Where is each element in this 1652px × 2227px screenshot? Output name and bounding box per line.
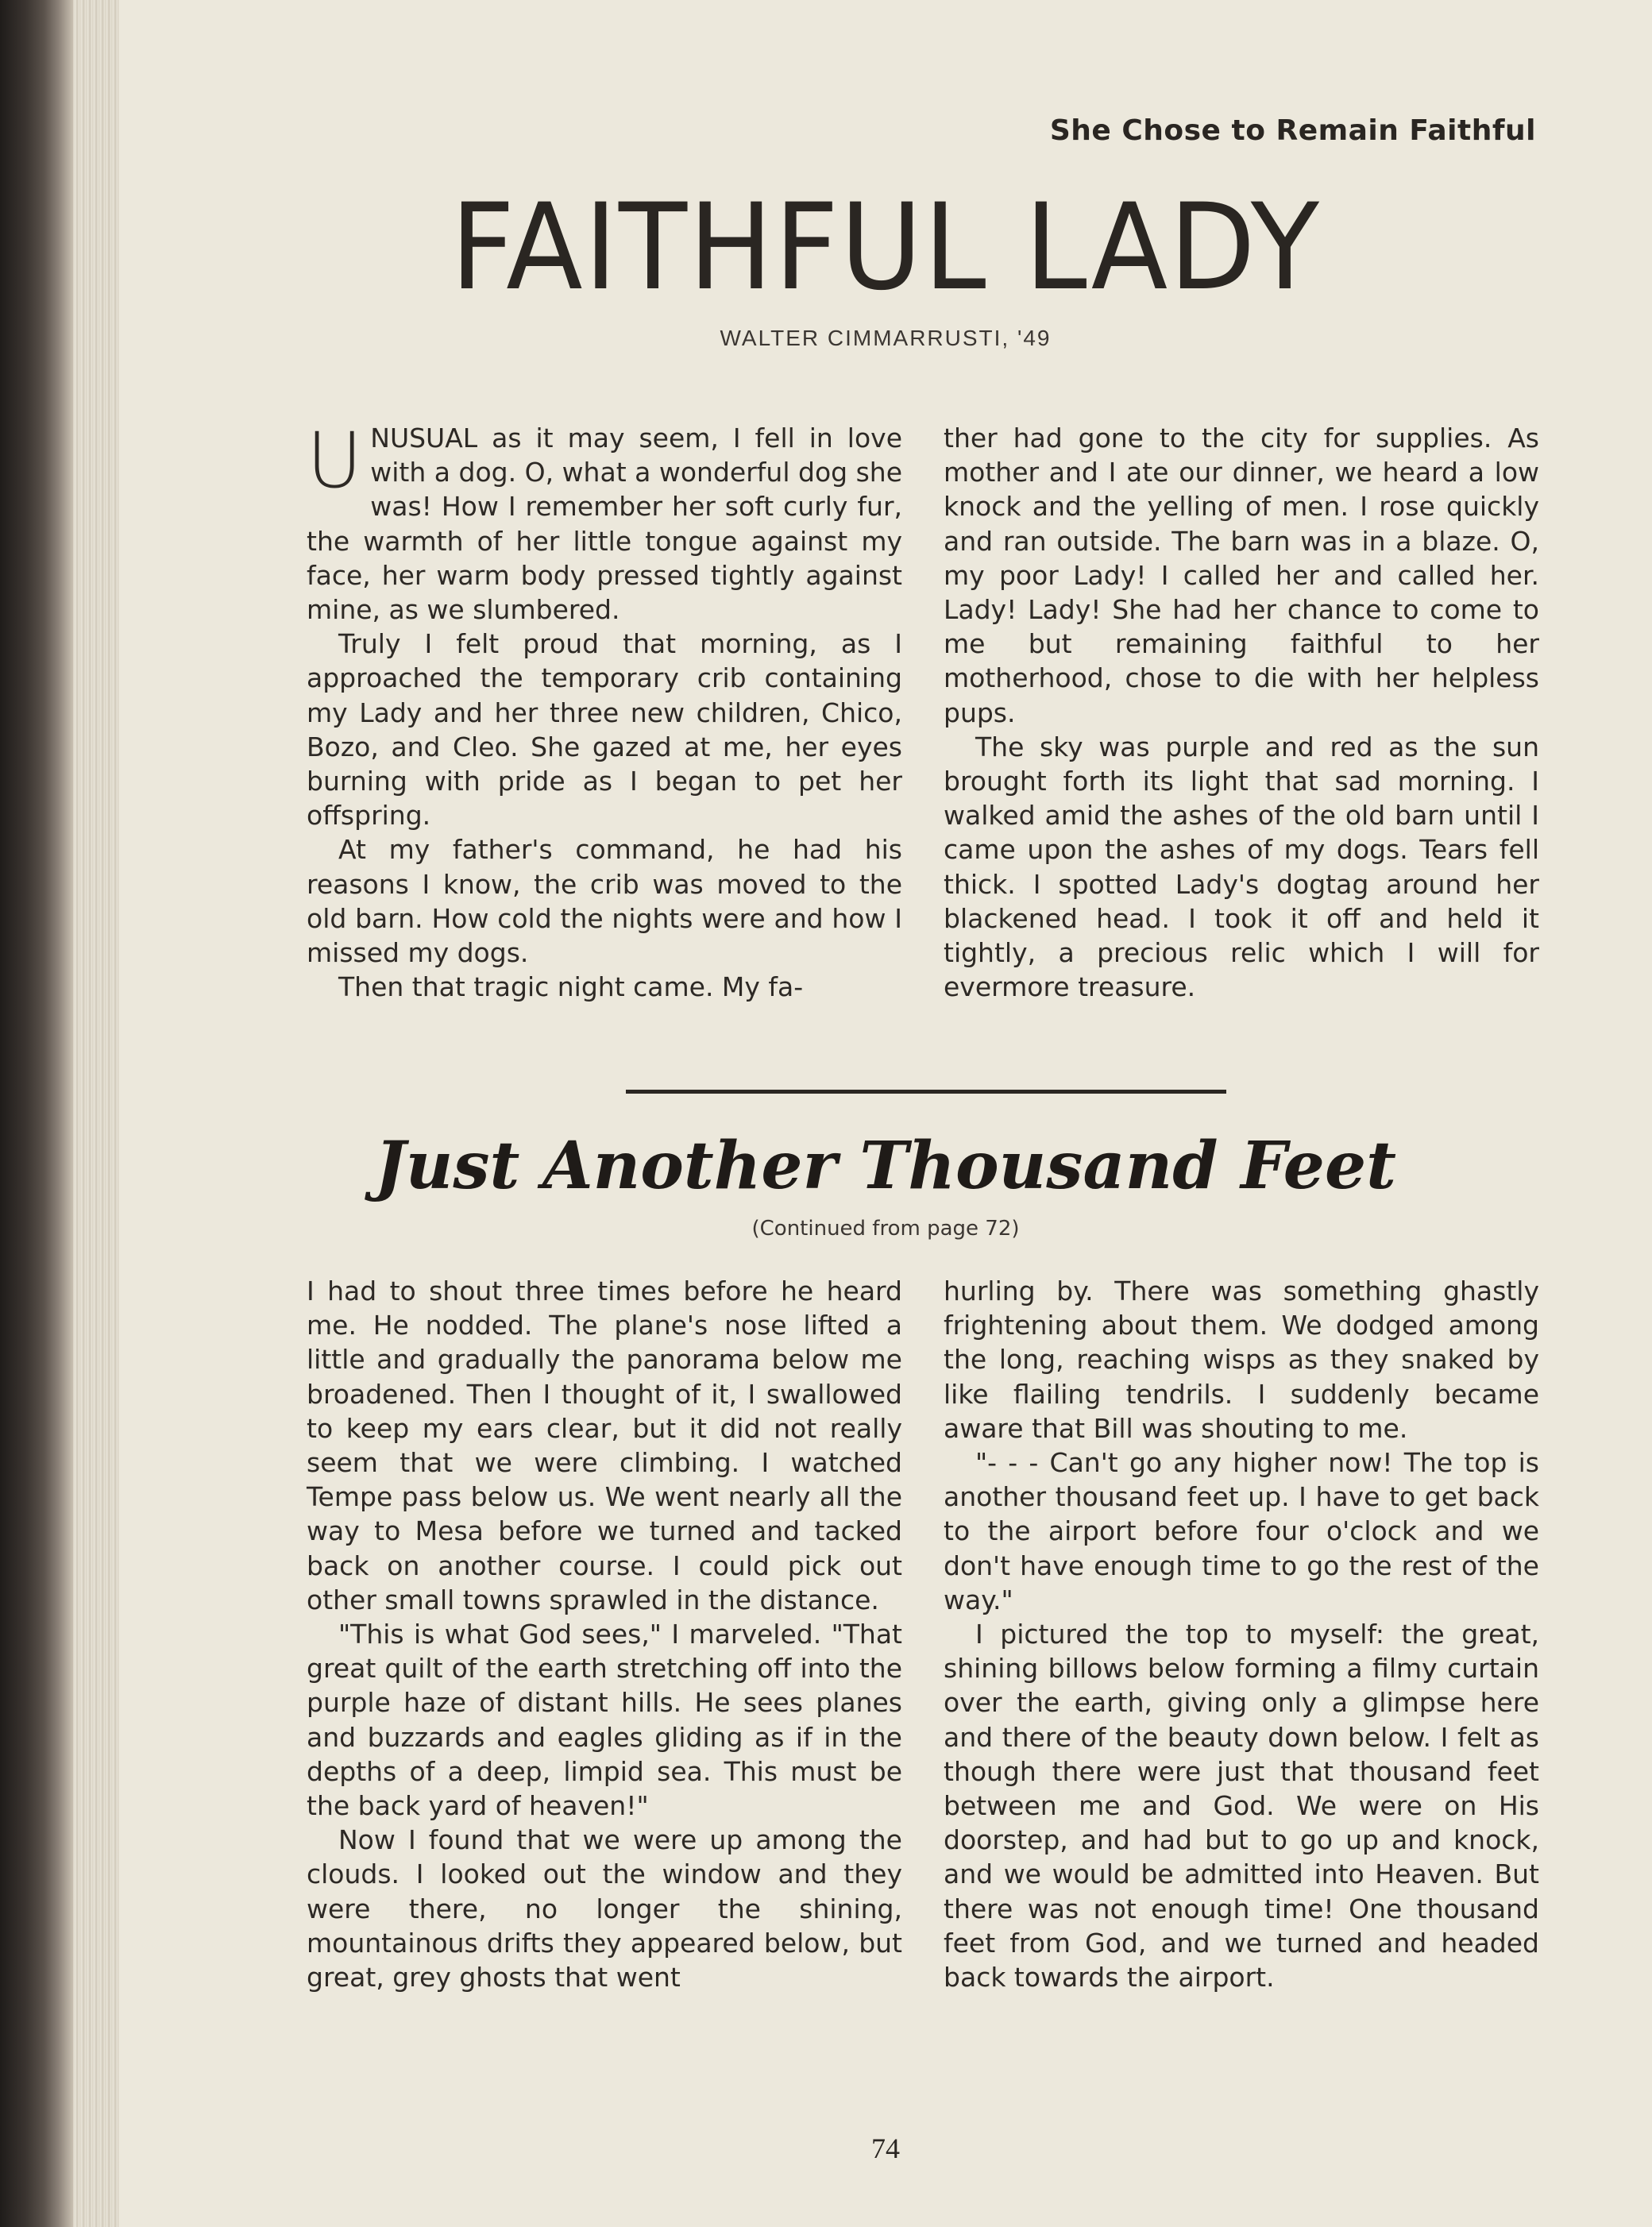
story2-right-paragraph-1: hurling by. There was something ghastly frightening about them. We dodged among the long, reaching wisps as they snaked by like flailing tendrils. I suddenly became aware that Bill was shouting to me.	[944, 1276, 1539, 1444]
running-head: She Chose to Remain Faithful	[1049, 114, 1536, 147]
story1-title: FAITHFUL LADY	[450, 179, 1321, 317]
story1-left-paragraph-2: Truly I felt proud that morning, as I approached the temporary crib containing my Lady and her three new children, Chico, Bozo, and Cleo. She gazed at me, her eyes burning with pride as I began to pet her offspring.	[307, 628, 902, 832]
page-number: 74	[871, 2132, 900, 2164]
story1-right-column	[944, 421, 1539, 1004]
story1-left-paragraph-3: At my father's command, he had his reasons I know, the crib was moved to the old barn. How cold the nights were and how I missed my dogs.	[307, 834, 902, 969]
story2-right-paragraph-3: I pictured the top to myself: the great, shining billows below forming a filmy curtain over the earth, giving only a glimpse here and there of the beauty down below. I felt as though there were just that thousand feet between me and God. We were on His doorstep, and had but to go up and knock, and we would be admitted into Heaven. But there was not enough time! One thousand feet from God, and we turned and headed back towards the airport.	[944, 1619, 1539, 1993]
story1-left-paragraph-4: Then that tragic night came. My fa-	[338, 971, 804, 1003]
story2-left-paragraph-3: Now I found that we were up among the clouds. I looked out the window and they were there, no longer the shining, mountainous drifts they appeared below, but great, grey ghosts that went	[307, 1824, 902, 1993]
story1-left-paragraph-1-text: NUSUAL as it may seem, I fell in love with a dog. O, what a wonderful dog she was! How I remember her soft curly fur, the warmth of her little tongue against my face, her warm body pressed tightly against mine, as we slumbered.	[307, 423, 902, 626]
book-page	[119, 0, 1652, 2227]
book-spine	[0, 0, 73, 2227]
story2-left-column	[307, 1274, 902, 1994]
story2-left-paragraph-2: "This is what God sees," I marveled. "That great quilt of the earth stretching off into the purple haze of distant hills. He sees planes and buzzards and eagles gliding as if in the depths of a deep, limpid sea. This must be the back yard of heaven!"	[307, 1619, 902, 1822]
story1-left-paragraph-1	[307, 416, 902, 627]
story1-byline: WALTER CIMMARRUSTI, '49	[720, 326, 1052, 350]
story1-left-column	[307, 416, 902, 1004]
section-divider	[626, 1090, 1226, 1094]
story2-right-column	[944, 1274, 1539, 1994]
drop-cap: U	[307, 416, 363, 505]
story2-left-paragraph-1: I had to shout three times before he heard me. He nodded. The plane's nose lifted a little and gradually the panorama below me broadened. Then I thought of it, I swallowed to keep my ears clear, but it did not really seem that we were climbing. I watched Tempe pass below us. We went nearly all the way to Mesa before we turned and tacked back on another course. I could pick out other small towns sprawled in the distance.	[307, 1276, 902, 1615]
story2-title: Just Another Thousand Feet	[374, 1128, 1397, 1204]
story1-right-paragraph-2: The sky was purple and red as the sun brought forth its light that sad morning. I walked amid the ashes of the old barn until I came upon the ashes of my dogs. Tears fell thick. I spotted Lady's dogtag around her blackened head. I took it off and held it tightly, a precious relic which I will for evermore treasure.	[944, 731, 1539, 1003]
story2-right-paragraph-2: "- - - Can't go any higher now! The top is another thousand feet up. I have to get back to the airport before four o'clock and we don't have enough time to go the rest of the way."	[944, 1447, 1539, 1615]
story2-continued-note: (Continued from page 72)	[751, 1217, 1020, 1241]
story1-right-paragraph-1: ther had gone to the city for supplies. As mother and I ate our dinner, we heard a low knock and the yelling of men. I rose quickly and ran outside. The barn was in a blaze. O, my poor Lady! I called her and called her. Lady! Lady! She had her chance to come to me but remaining faithful to her motherhood, chose to die with her helpless pups.	[944, 423, 1539, 728]
